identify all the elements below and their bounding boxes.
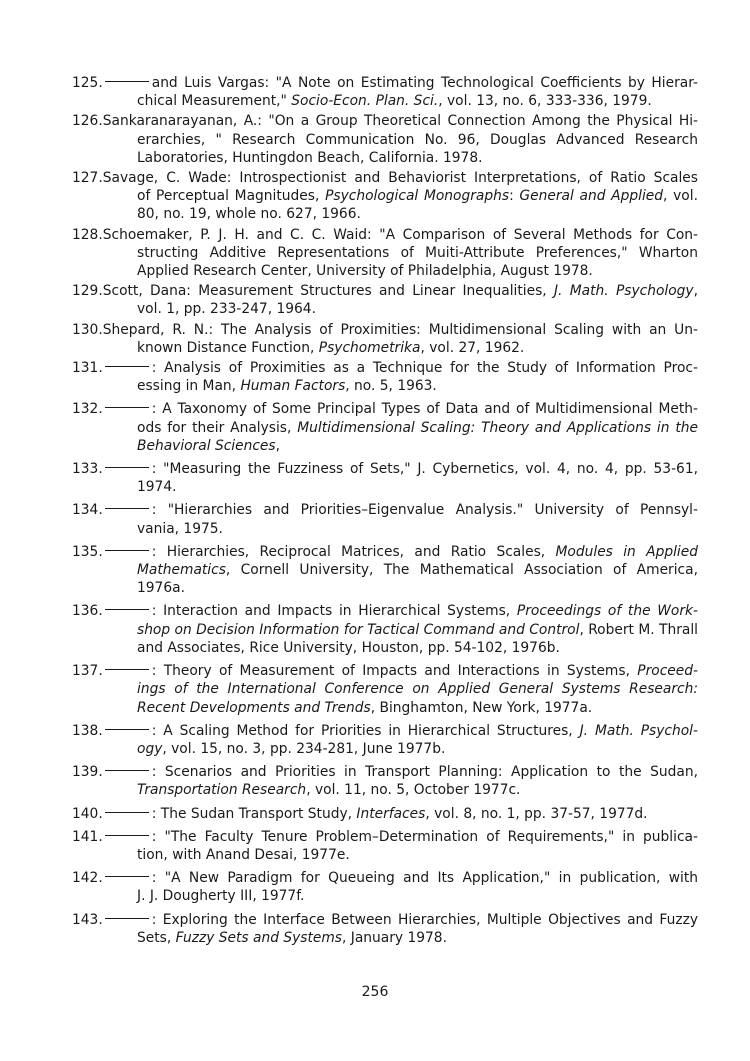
reference-first-line (72, 359, 698, 377)
reference-first-line (72, 805, 698, 823)
reference-text: structing Additive Representations of Muiti-Attribute Preferences," Wharton Applied Research Center, University of Philadelphia, August 1978. (137, 244, 698, 280)
reference-number: 135. (72, 543, 103, 560)
reference-text: , no. 5, 1963. (345, 378, 437, 395)
reference-text: , Binghamton, New York, 1977a. (370, 699, 593, 716)
reference-text: Shepard, R. N.: The Analysis of Proximities: Multidimensional Scaling with an Un- (102, 321, 698, 338)
reference-number: 125. (72, 75, 103, 91)
reference-first-line (72, 226, 698, 244)
reference-item (72, 602, 698, 657)
reference-number: 138. (72, 722, 103, 739)
reference-text: , Robert M. Thrall and Associates, Rice University, Houston, pp. 54-102, 1976b. (137, 621, 698, 656)
reference-italic-text: Mathematics (137, 562, 226, 579)
reference-text: : A Taxonomy of Some Principal Types of Data and of Multidimensional Meth- (151, 401, 698, 418)
reference-text: of Perceptual Magnitudes, (137, 188, 326, 205)
reference-item (72, 359, 698, 395)
reference-text: erarchies, " Research Communication No. 96, Douglas Advanced Research Laboratories, Huntingdon Beach, California. 1978. (137, 131, 698, 166)
reference-text: : "A New Paradigm for Queueing and Its Application," in publication, with (151, 870, 698, 887)
reference-text: : Theory of Measurement of Impacts and Interactions in Systems, (151, 663, 638, 680)
reference-continuation (137, 92, 698, 110)
reference-number: 141. (72, 828, 103, 845)
reference-continuation (137, 740, 698, 758)
reference-item (72, 911, 698, 947)
reference-text: vol. 1, pp. 233-247, 1964. (137, 301, 316, 318)
reference-text: Schoemaker, P. J. H. and C. C. Waid: "A Comparison of Several Methods for Con- (102, 226, 698, 243)
reference-continuation (137, 478, 698, 496)
reference-text: , vol. 80, no. 19, whole no. 627, 1966. (137, 188, 698, 223)
reference-item (72, 74, 698, 110)
reference-continuation (137, 419, 698, 455)
reference-first-line (72, 602, 698, 620)
reference-number: 129. (72, 283, 103, 300)
reference-item (72, 722, 698, 758)
reference-italic-text: Transportation Research (137, 782, 307, 799)
reference-text: and Luis Vargas: "A Note on Estimating Technological Coefficients by Hierar- (151, 75, 698, 91)
reference-continuation (137, 846, 698, 864)
reference-first-line (72, 543, 698, 561)
ditto-rule (105, 550, 149, 551)
reference-text: , vol. 13, no. 6, 333-336, 1979. (438, 93, 652, 110)
reference-italic-text: Fuzzy Sets and Systems (175, 929, 342, 946)
reference-number: 128. (72, 226, 103, 243)
reference-text: , vol. 27, 1962. (420, 339, 525, 356)
reference-text: : A Scaling Method for Priorities in Hierarchical Structures, (151, 722, 580, 739)
reference-italic-text: Interfaces (356, 805, 426, 822)
reference-item (72, 869, 698, 905)
reference-continuation (137, 520, 698, 538)
reference-item (72, 400, 698, 455)
reference-continuation (137, 887, 698, 905)
reference-text: vania, 1975. (137, 520, 223, 537)
reference-text: , (275, 437, 280, 454)
reference-text: : Exploring the Interface Between Hierarchies, Multiple Objectives and Fuzzy (151, 911, 698, 928)
reference-number: 127. (72, 170, 103, 187)
reference-text: : "The Faculty Tenure Problem–Determination of Requirements," in publica- (151, 828, 698, 845)
reference-first-line (72, 869, 698, 887)
reference-number: 134. (72, 502, 103, 519)
reference-number: 140. (72, 805, 103, 822)
reference-continuation (137, 131, 698, 167)
reference-text: : The Sudan Transport Study, (151, 805, 357, 822)
ditto-rule (105, 609, 149, 610)
reference-text: chical Measurement," (137, 93, 292, 110)
reference-first-line (72, 662, 698, 680)
reference-text: : Interaction and Impacts in Hierarchical Systems, (151, 603, 517, 620)
reference-item (72, 828, 698, 864)
reference-continuation (137, 339, 698, 357)
reference-italic-text: ogy (137, 740, 163, 757)
reference-item (72, 460, 698, 496)
reference-text: : "Hierarchies and Priorities–Eigenvalue Analysis." University of Pennsyl- (151, 502, 698, 519)
reference-continuation (137, 680, 698, 716)
reference-italic-text: Multidimensional Scaling: Theory and Applications in the Behavioral Sciences (137, 419, 698, 454)
reference-text: J. J. Dougherty III, 1977f. (137, 888, 305, 905)
reference-text: : "Measuring the Fuzziness of Sets," J. Cybernetics, vol. 4, no. 4, pp. 53-61, (151, 461, 698, 478)
reference-italic-text: Proceed- (637, 663, 698, 680)
reference-number: 137. (72, 663, 103, 680)
reference-item (72, 763, 698, 799)
reference-item (72, 112, 698, 167)
reference-continuation (137, 377, 698, 395)
reference-first-line (72, 763, 698, 781)
reference-italic-text: J. Math. Psychol- (579, 722, 698, 739)
reference-first-line (72, 911, 698, 929)
ditto-rule (105, 669, 149, 670)
reference-italic-text: Proceedings of the Work- (516, 603, 698, 620)
reference-number: 136. (72, 603, 103, 620)
reference-number: 143. (72, 911, 103, 928)
reference-text: , Cornell University, The Mathematical Association of America, 1976a. (137, 562, 698, 597)
reference-text: Sets, (137, 929, 176, 946)
reference-text: , vol. 15, no. 3, pp. 234-281, June 1977b. (162, 740, 446, 757)
reference-text: ods for their Analysis, (137, 419, 298, 436)
reference-item (72, 662, 698, 717)
reference-italic-text: Modules in Applied (555, 543, 699, 560)
reference-continuation (137, 244, 698, 280)
reference-item (72, 169, 698, 224)
reference-item (72, 805, 698, 823)
reference-first-line (72, 400, 698, 418)
reference-text: Sankaranarayanan, A.: "On a Group Theoretical Connection Among the Physical Hi- (102, 113, 698, 130)
reference-first-line (72, 282, 698, 300)
reference-first-line (72, 169, 698, 187)
ditto-rule (105, 918, 149, 919)
ditto-rule (105, 770, 149, 771)
reference-italic-text: Psychometrika (318, 339, 421, 356)
reference-number: 139. (72, 764, 103, 781)
reference-italic-text: ings of the International Conference on Applied General Systems Research: Recent Developments and Trends (137, 681, 698, 716)
reference-continuation (137, 781, 698, 799)
reference-italic-text: J. Math. Psychology (553, 283, 694, 300)
ditto-rule (105, 508, 149, 509)
reference-text: , January 1978. (342, 929, 447, 946)
reference-number: 130. (72, 321, 103, 338)
reference-text: 1974. (137, 479, 177, 496)
reference-first-line (72, 828, 698, 846)
ditto-rule (105, 81, 149, 82)
ditto-rule (105, 876, 149, 877)
reference-number: 133. (72, 461, 103, 478)
page-number: 256 (361, 984, 389, 1000)
reference-continuation (137, 929, 698, 947)
reference-list (72, 74, 698, 949)
reference-text: Savage, C. Wade: Introspectionist and Behaviorist Interpretations, of Ratio Scales (102, 170, 698, 187)
reference-text: Scott, Dana: Measurement Structures and Linear Inequalities, (102, 283, 554, 300)
reference-item (72, 501, 698, 537)
reference-first-line (72, 74, 698, 92)
ditto-rule (105, 729, 149, 730)
reference-text: , (693, 283, 698, 300)
reference-item (72, 321, 698, 357)
reference-italic-text: Human Factors (240, 378, 346, 395)
reference-text: tion, with Anand Desai, 1977e. (137, 846, 350, 863)
ditto-rule (105, 467, 149, 468)
reference-first-line (72, 722, 698, 740)
reference-first-line (72, 501, 698, 519)
reference-text: : Analysis of Proximities as a Technique for the Study of Information Proc- (151, 360, 698, 377)
reference-italic-text: shop on Decision Information for Tactical Command and Control (137, 621, 580, 638)
reference-continuation (137, 561, 698, 597)
reference-continuation (137, 621, 698, 657)
reference-text: known Distance Function, (137, 339, 319, 356)
reference-italic-text: Psychological Monographs (325, 188, 510, 205)
reference-item (72, 226, 698, 281)
reference-item (72, 282, 698, 318)
reference-continuation (137, 187, 698, 223)
reference-number: 142. (72, 870, 103, 887)
ditto-rule (105, 835, 149, 836)
reference-number: 132. (72, 401, 103, 418)
ditto-rule (105, 366, 149, 367)
reference-first-line (72, 321, 698, 339)
reference-text: , vol. 11, no. 5, October 1977c. (306, 782, 521, 799)
reference-first-line (72, 112, 698, 130)
reference-number: 131. (72, 360, 103, 377)
reference-item (72, 543, 698, 598)
reference-text: : Scenarios and Priorities in Transport Planning: Application to the Sudan, (151, 764, 698, 781)
reference-text: : (509, 188, 520, 205)
reference-italic-text: General and Applied (519, 188, 664, 205)
reference-number: 126. (72, 113, 103, 130)
reference-italic-text: Socio-Econ. Plan. Sci. (291, 93, 439, 110)
reference-text: essing in Man, (137, 378, 241, 395)
reference-text: , vol. 8, no. 1, pp. 37-57, 1977d. (425, 805, 648, 822)
reference-text: : Hierarchies, Reciprocal Matrices, and Ratio Scales, (151, 543, 556, 560)
reference-first-line (72, 460, 698, 478)
ditto-rule (105, 407, 149, 408)
reference-continuation (137, 300, 698, 318)
ditto-rule (105, 812, 149, 813)
